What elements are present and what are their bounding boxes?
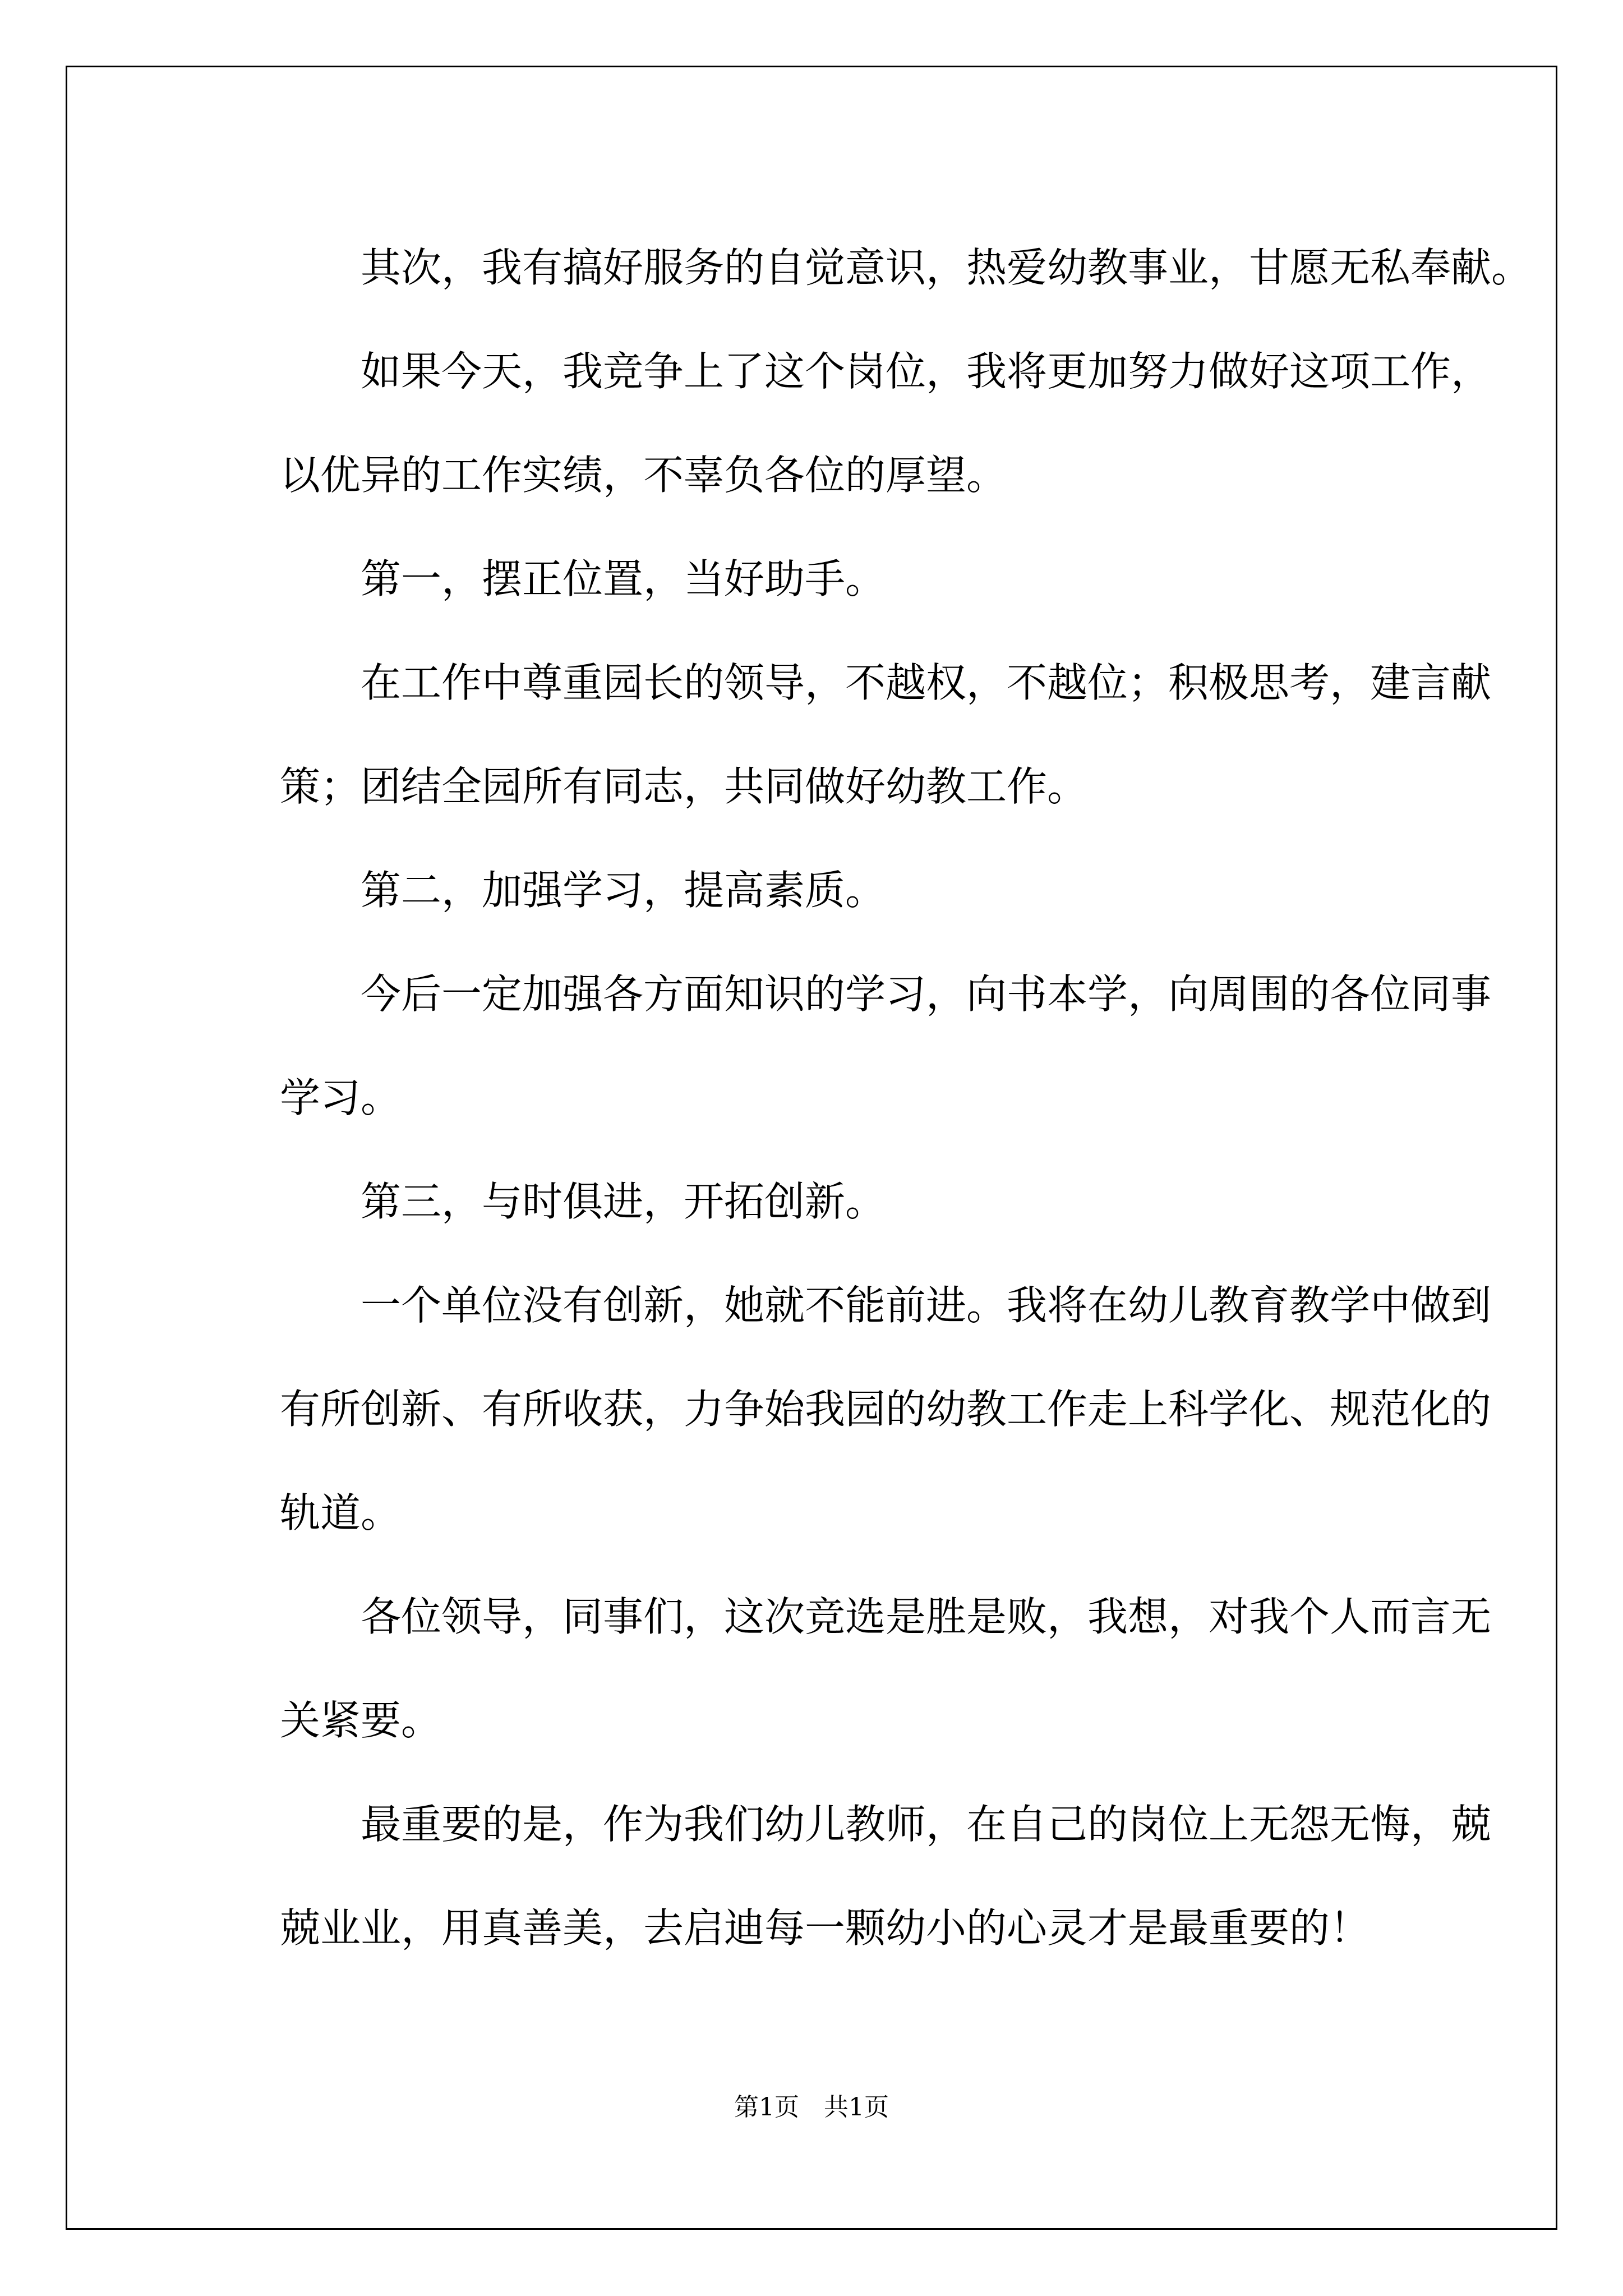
paragraph-line: 最重要的是，作为我们幼儿教师，在自己的岗位上无怨无悔，兢: [361, 1801, 1492, 1848]
paragraph-line: 以优异的工作实绩，不辜负各位的厚望。: [280, 452, 1007, 499]
paragraph-9: [199, 1565, 1492, 1773]
paragraph-line: 第三，与时俱进，开拓创新。: [361, 1178, 886, 1225]
paragraph-line: 一个单位没有创新，她就不能前进。我将在幼儿教育教学中做到: [361, 1282, 1492, 1329]
paragraph-line: 第二，加强学习，提高素质。: [361, 867, 886, 914]
paragraph-line: 关紧要。: [280, 1697, 442, 1744]
paragraph-3: [199, 527, 1433, 631]
document-body: [199, 216, 1532, 1980]
paragraph-10: [199, 1773, 1492, 1980]
paragraph-line: 轨道。: [280, 1489, 402, 1536]
paragraph-line: 学习。: [280, 1074, 402, 1121]
paragraph-line: 今后一定加强各方面知识的学习，向书本学，向周围的各位同事: [361, 970, 1492, 1018]
paragraph-line: 策；团结全园所有同志，共同做好幼教工作。: [280, 763, 1088, 810]
page-footer: 第1页 共1页: [734, 2093, 889, 2122]
paragraph-1: [199, 216, 1532, 320]
paragraph-line: 在工作中尊重园长的领导，不越权，不越位；积极思考，建言献: [361, 659, 1492, 706]
paragraph-line: 其次，我有搞好服务的自觉意识，热爱幼教事业，甘愿无私奉献。: [361, 244, 1532, 291]
paragraph-5: [199, 839, 1433, 942]
paragraph-line: 兢业业，用真善美，去启迪每一颗幼小的心灵才是最重要的！: [280, 1904, 1371, 1952]
paragraph-8: [199, 1254, 1492, 1565]
paragraph-2: [199, 320, 1492, 527]
paragraph-line: 各位领导，同事们，这次竞选是胜是败，我想，对我个人而言无: [361, 1593, 1492, 1640]
paragraph-line: 第一，摆正位置，当好助手。: [361, 555, 886, 602]
paragraph-4: [199, 631, 1492, 839]
paragraph-line: 有所创新、有所收获，力争始我园的幼教工作走上科学化、规范化的: [280, 1386, 1492, 1433]
paragraph-line: 如果今天，我竞争上了这个岗位，我将更加努力做好这项工作，: [361, 348, 1492, 395]
paragraph-7: [199, 1150, 1433, 1254]
paragraph-6: [199, 942, 1492, 1150]
